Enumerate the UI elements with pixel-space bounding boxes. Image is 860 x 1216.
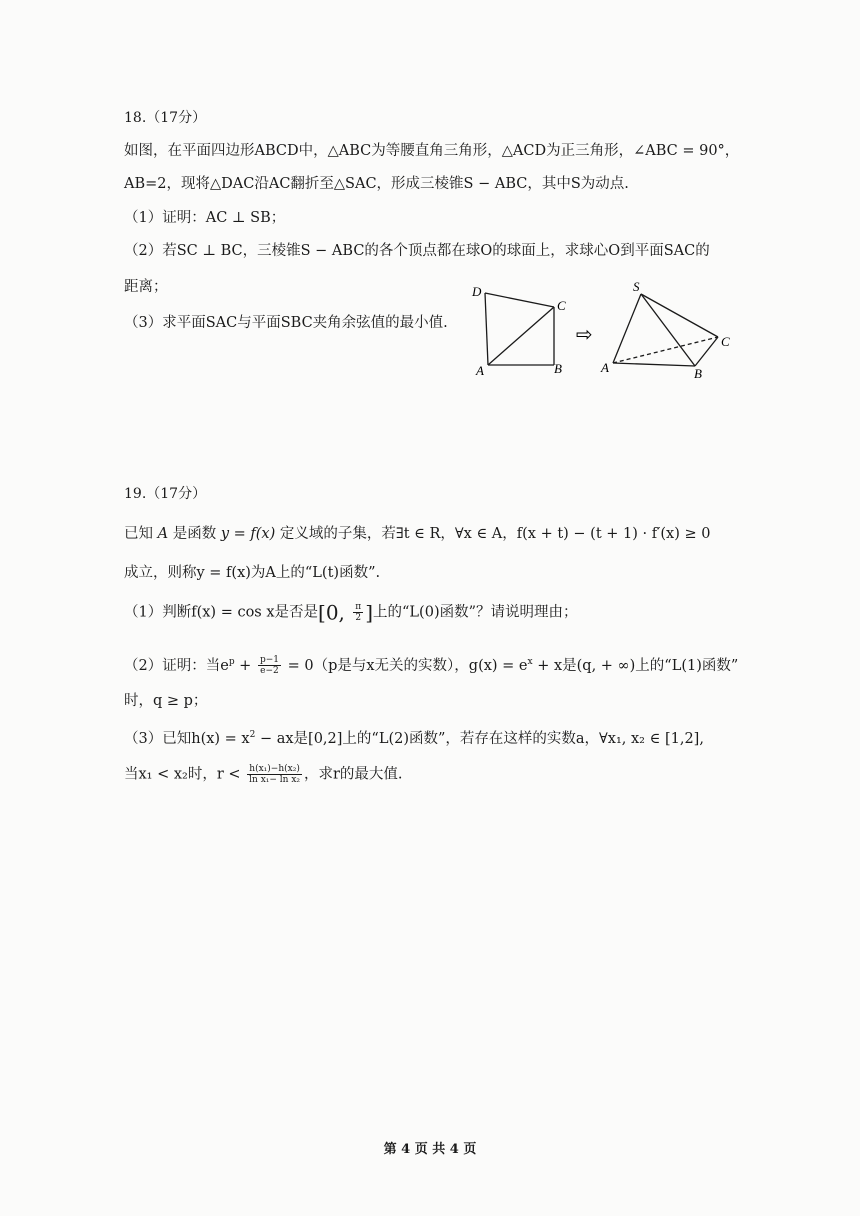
difference-quotient-fraction [247,764,302,785]
label-c-left: C [557,298,566,313]
interval-left: [0, [318,600,352,625]
q19-stem-set-a: A [157,526,169,542]
q18-part3: （3）求平面SAC与平面SBC夹角余弦值的最小值. [124,315,448,331]
q19-part2-text-d: + x是(q, + ∞)上的“L(1)函数” [532,657,739,674]
q18-part2-line2: 距离； [124,279,168,295]
quadrilateral-abcd [485,293,554,365]
q19-header: 19.（17分） [124,486,207,502]
q18-part1: （1）证明：AC ⊥ SB； [124,210,286,226]
q18-stem-line2: AB=2，现将△DAC沿AC翻折至△SAC，形成三棱锥S − ABC，其中S为动点. [124,176,629,192]
pi-denominator: 2 [355,613,362,623]
frac-numerator: p−1 [259,655,279,666]
label-a-right: A [601,360,609,375]
q19-part1-text-b: 上的“L(0)函数”？请说明理由； [373,604,578,621]
q19-part3-text-d: ，求r的最大值. [304,766,403,783]
label-c-right: C [721,334,730,349]
label-d-left: D [472,284,482,299]
q19-part1-text-a: （1）判断f(x) = cos x是否是 [124,604,319,621]
q19-part1 [124,602,578,623]
interval-right: ] [365,600,374,625]
q19-stem-line1 [124,524,710,544]
label-b-left: B [554,361,562,376]
tetrahedron-sabc [613,294,718,366]
label-a-left: A [476,363,484,378]
transform-arrow: ⇨ [576,322,593,346]
q19-part3-text-a: （3）已知h(x) = x [124,730,250,747]
q18-stem-line1: 如图，在平面四边形ABCD中，△ABC为等腰直角三角形，△ACD为正三角形，∠ABC = 90°， [124,143,740,159]
pi-numerator: π [355,602,362,612]
exp-x-superscript: x [527,657,533,667]
q19-part2-plus: + [234,657,256,674]
quotient-denominator: ln x₁− ln x₂ [249,775,300,785]
q19-stem-text-a: 已知 [124,526,153,542]
label-b-right: B [694,366,702,380]
quotient-numerator: h(x₁)−h(x₂) [247,764,302,775]
label-s-right: S [633,280,640,294]
q18-header: 18.（17分） [124,110,207,126]
frac-denominator: e−2 [260,666,279,677]
q19-part3-line2 [124,764,403,785]
exp-p-superscript: p [228,657,235,667]
q19-part2-text-a: （2）证明：当e [124,657,229,674]
q19-stem-text-c: 是函数 [172,526,217,542]
p-minus-1-over-e-minus-2-fraction [258,655,281,676]
q19-part2-line1 [124,652,738,676]
page-footer: 第 4 页 共 4 页 [383,1142,477,1157]
q19-part3-text-c: 当x₁ < x₂时，r < [124,766,246,783]
q19-stem-condition: 定义域的子集，若∃t ∈ R，∀x ∈ A，f(x + t) − (t + 1) · f′(x) ≥ 0 [279,526,711,542]
q19-part3-line1 [124,725,704,749]
pi-over-2-fraction [353,602,363,623]
q19-part2-line2: 时，q ≥ p； [124,693,208,709]
q18-part2-line1: （2）若SC ⊥ BC，三棱锥S − ABC的各个顶点都在球O的球面上，求球心O到平面SAC的 [124,243,710,259]
q19-stem-function: y = f(x) [220,526,276,542]
q18-figure [468,280,748,380]
q19-stem-line2: 成立，则称y = f(x)为A上的“L(t)函数”. [124,565,381,581]
q19-part3-text-b: − ax是[0,2]上的“L(2)函数”，若存在这样的实数a，∀x₁, x₂ ∈ [1,2], [255,730,704,747]
square-superscript: 2 [249,730,256,740]
q19-part2-text-c: = 0（p是与x无关的实数），g(x) = e [282,657,528,674]
